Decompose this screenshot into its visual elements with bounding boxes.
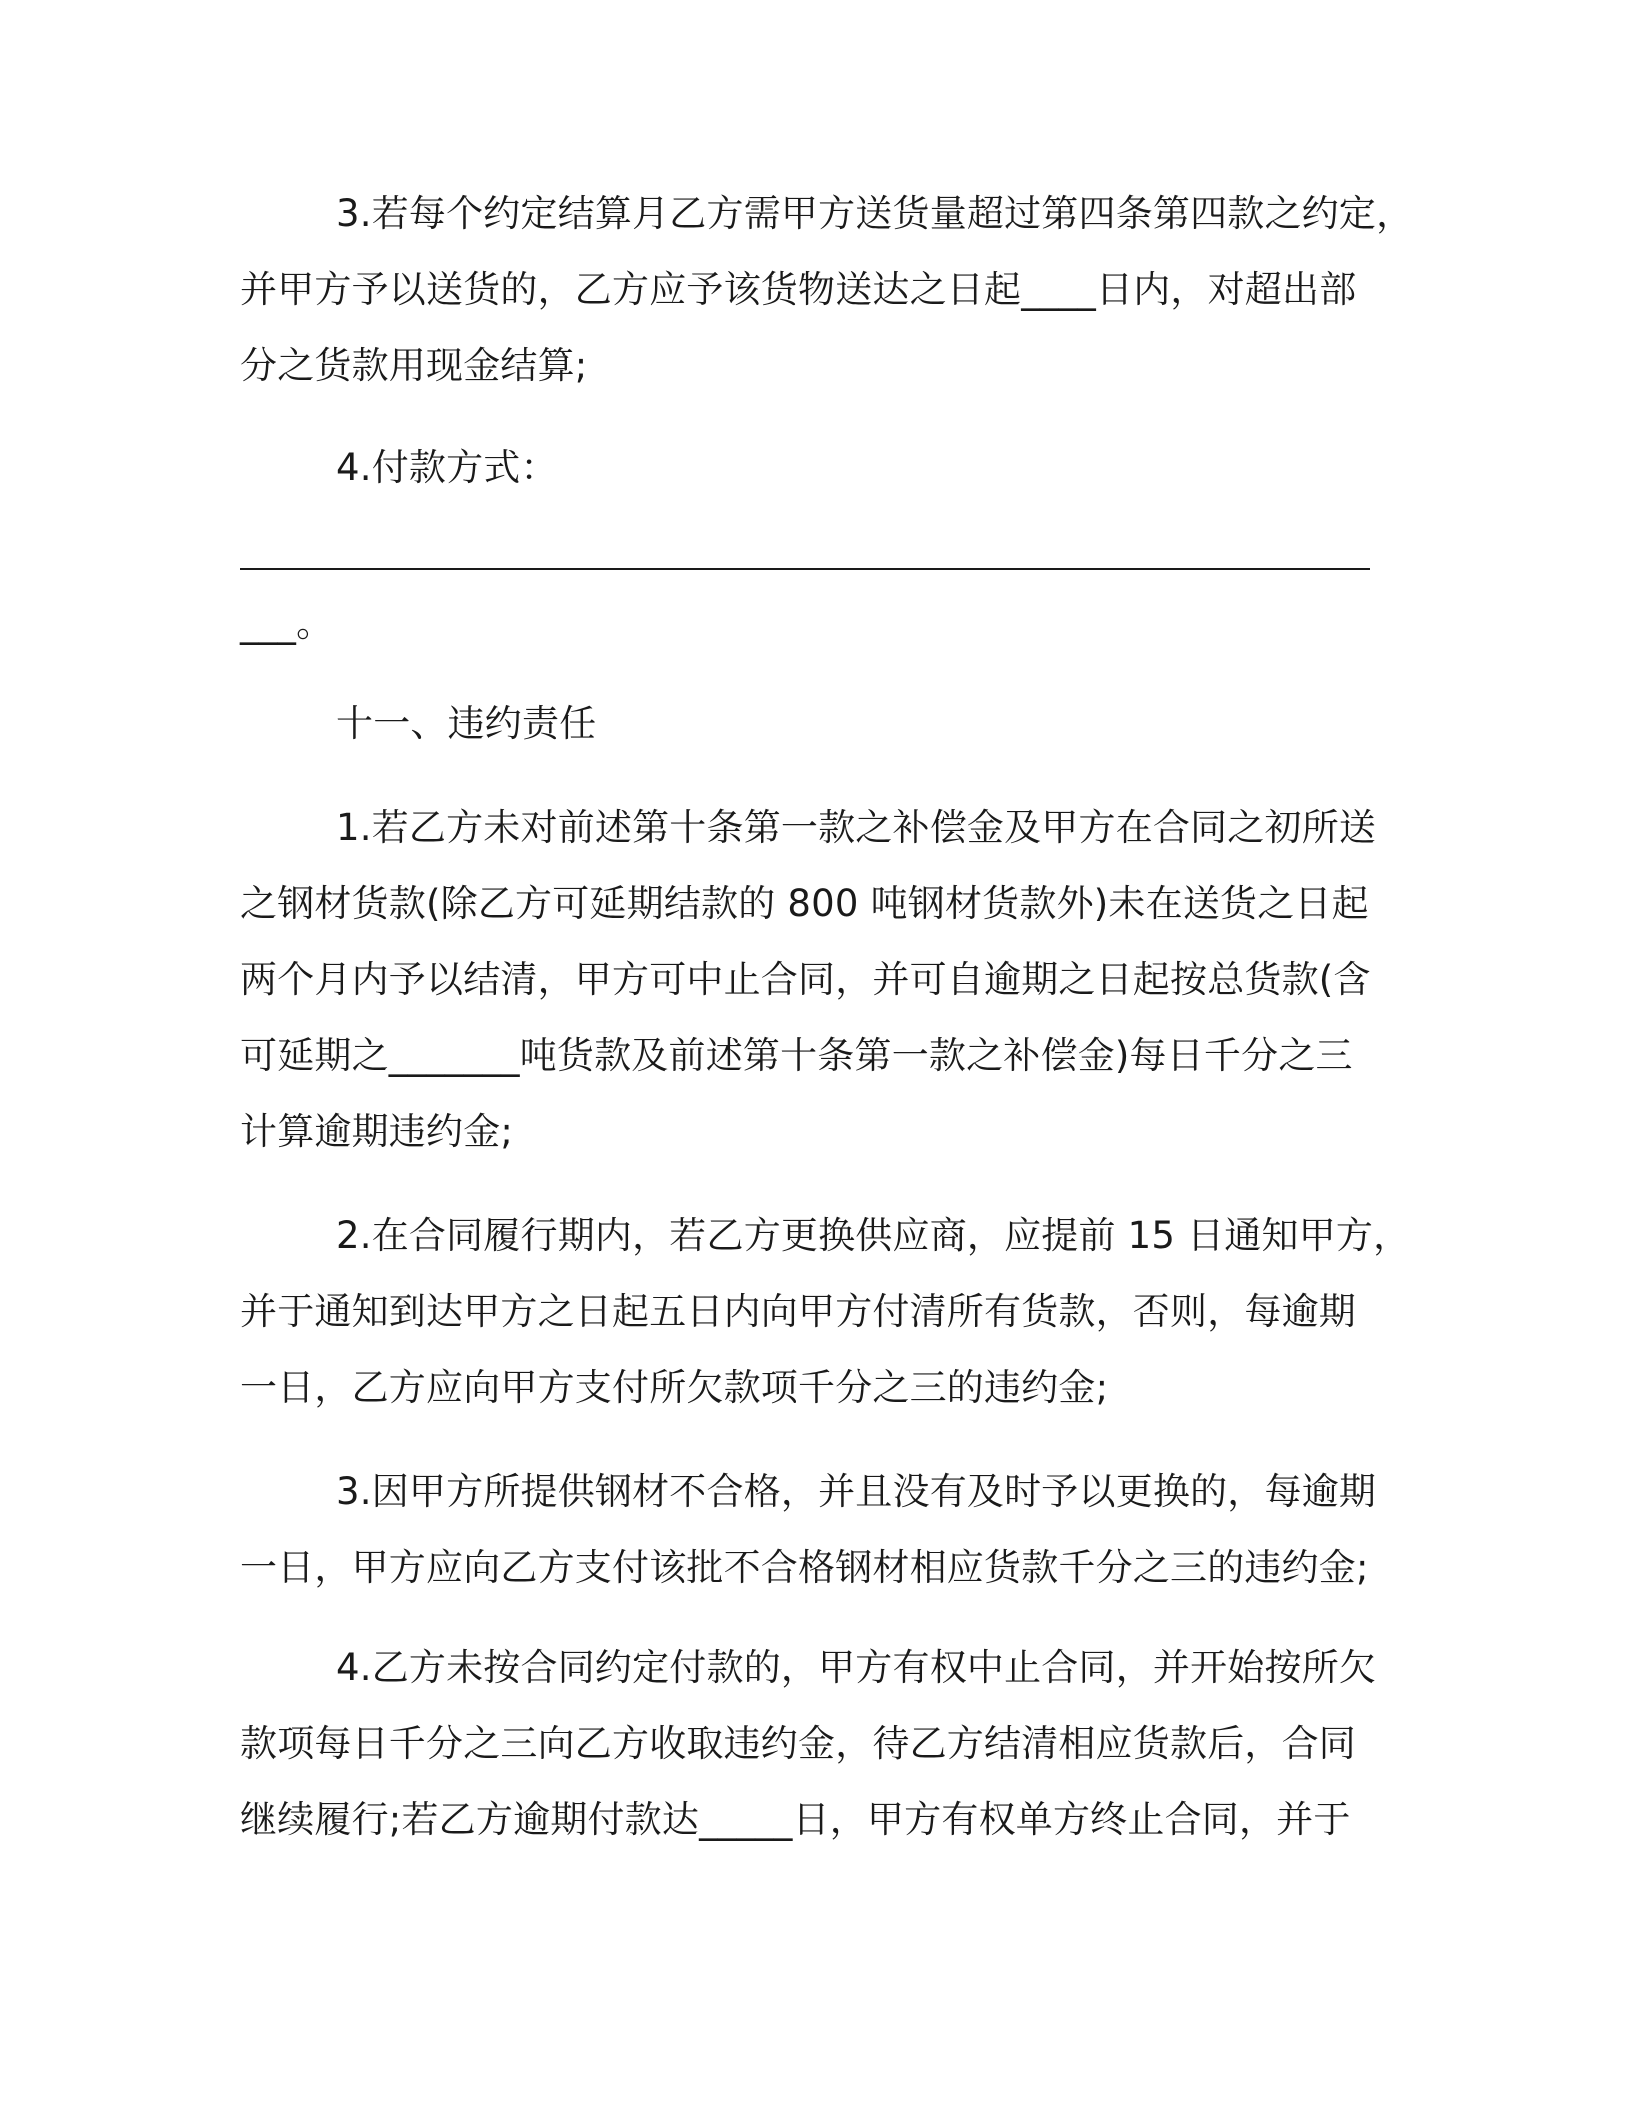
payment-method-blank-line (240, 568, 1370, 570)
clause-11-2-line-3: 一日，乙方应向甲方支付所欠款项千分之三的违约金; (240, 1366, 1109, 1409)
clause-11-1-line-1: 1.若乙方未对前述第十条第一款之补偿金及甲方在合同之初所送 (336, 806, 1377, 849)
section-11-heading: 十一、违约责任 (336, 702, 597, 745)
clause-11-4-line-1: 4.乙方未按合同约定付款的，甲方有权中止合同，并开始按所欠 (336, 1646, 1377, 1689)
clause-11-2-line-1: 2.在合同履行期内，若乙方更换供应商，应提前 15 日通知甲方， (336, 1214, 1411, 1257)
clause-11-3-line-2: 一日，甲方应向乙方支付该批不合格钢材相应货款千分之三的违约金; (240, 1546, 1369, 1589)
clause-11-2-line-2: 并于通知到达甲方之日起五日内向甲方付清所有货款，否则，每逾期 (240, 1290, 1356, 1333)
clause-11-1-line-3: 两个月内予以结清，甲方可中止合同，并可自逾期之日起按总货款(含 (240, 958, 1371, 1001)
clause-11-4-line-3: 继续履行;若乙方逾期付款达_____日，甲方有权单方终止合同，并于 (240, 1798, 1351, 1841)
clause-10-3-line-1: 3.若每个约定结算月乙方需甲方送货量超过第四条第四款之约定， (336, 192, 1414, 235)
clause-10-3-line-2: 并甲方予以送货的，乙方应予该货物送达之日起____日内，对超出部 (240, 268, 1357, 311)
clause-11-1-line-4: 可延期之_______吨货款及前述第十条第一款之补偿金)每日千分之三 (240, 1034, 1353, 1077)
clause-10-3-line-3: 分之货款用现金结算; (240, 344, 588, 387)
clause-11-3-line-1: 3.因甲方所提供钢材不合格，并且没有及时予以更换的，每逾期 (336, 1470, 1377, 1513)
clause-11-4-line-2: 款项每日千分之三向乙方收取违约金，待乙方结清相应货款后，合同 (240, 1722, 1356, 1765)
payment-method-blank-end: ___。 (240, 602, 334, 645)
clause-11-1-line-2: 之钢材货款(除乙方可延期结款的 800 吨钢材货款外)未在送货之日起 (240, 882, 1369, 925)
clause-10-4-heading: 4.付款方式： (336, 446, 558, 489)
clause-11-1-line-5: 计算逾期违约金; (240, 1110, 514, 1153)
